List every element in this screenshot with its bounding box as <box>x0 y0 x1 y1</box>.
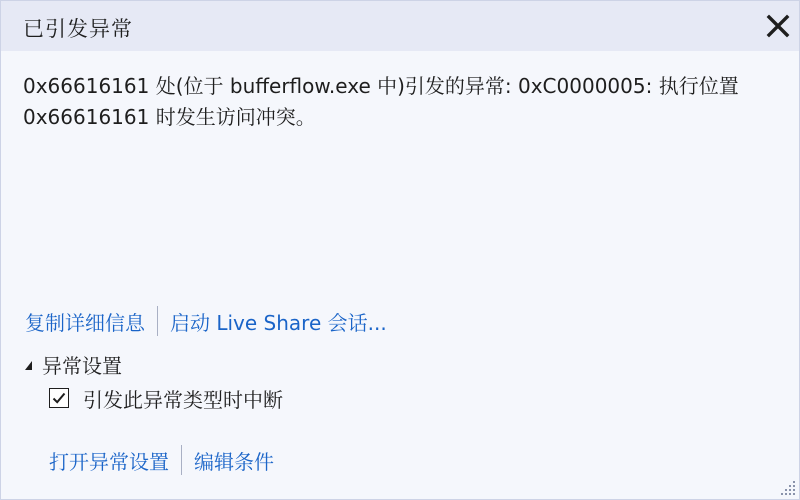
edit-conditions-link[interactable]: 编辑条件 <box>194 449 274 474</box>
link-separator <box>181 445 182 475</box>
settings-links <box>49 443 274 477</box>
dialog-title: 已引发异常 <box>23 17 133 41</box>
break-on-exception-checkbox[interactable] <box>49 388 69 408</box>
action-links <box>25 304 387 338</box>
checkmark-icon <box>51 390 67 406</box>
collapse-triangle-icon[interactable] <box>25 361 32 370</box>
close-icon <box>766 14 790 38</box>
exception-message: 0x66616161 处(位于 bufferflow.exe 中)引发的异常: 0xC0000005: 执行位置 0x66616161 时发生访问冲突。 <box>23 74 739 129</box>
title-bar <box>1 1 799 51</box>
open-exception-settings-link[interactable]: 打开异常设置 <box>49 449 169 474</box>
start-live-share-link[interactable]: 启动 Live Share 会话... <box>170 310 387 335</box>
break-on-exception-option[interactable] <box>49 384 283 412</box>
exception-settings-label: 异常设置 <box>42 353 122 378</box>
copy-details-link[interactable]: 复制详细信息 <box>25 310 145 335</box>
link-separator <box>157 306 158 336</box>
break-on-exception-label: 引发此异常类型时中断 <box>83 387 283 412</box>
resize-grip-icon[interactable] <box>779 479 797 497</box>
close-button[interactable] <box>763 11 793 41</box>
exception-settings-header[interactable] <box>25 350 122 378</box>
